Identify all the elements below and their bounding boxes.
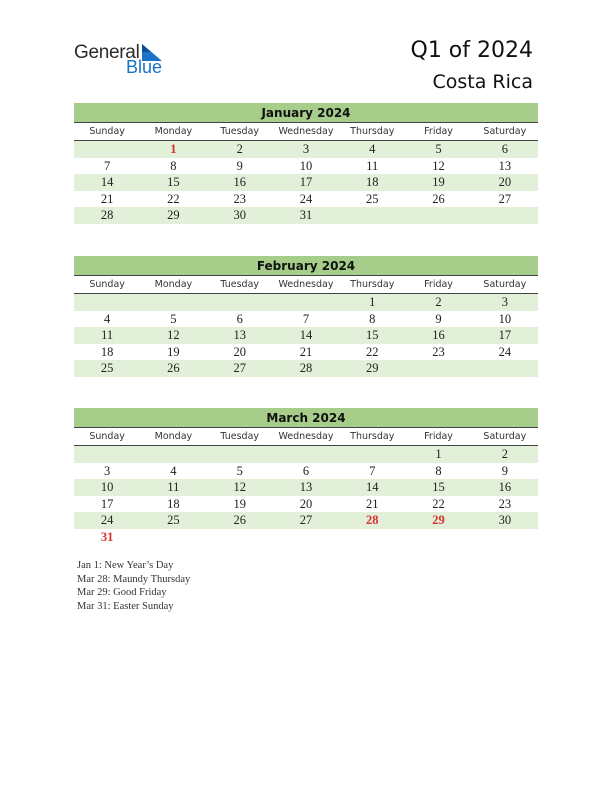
- day-cell: 19: [167, 344, 180, 359]
- day-cell: 21: [100, 191, 114, 206]
- week-row: [74, 294, 538, 311]
- day-cell: 9: [435, 311, 442, 326]
- day-cell: [339, 446, 405, 463]
- day-cell: 13: [299, 480, 313, 494]
- day-cell: [273, 529, 339, 546]
- day-cell: 3: [104, 463, 111, 478]
- day-cell: 5: [170, 311, 177, 326]
- day-cell: 23: [233, 191, 246, 206]
- day-cell: 21: [299, 344, 313, 359]
- weekday-label: Monday: [154, 279, 193, 290]
- weekday-header-row: [74, 276, 538, 294]
- day-cell: 12: [432, 158, 445, 173]
- holiday-note: Jan 1: New Year’s Day: [77, 560, 174, 571]
- week-row: [74, 158, 538, 175]
- day-cell: 25: [366, 191, 379, 206]
- weekday-label: Wednesday: [278, 279, 334, 290]
- weekday-label: Wednesday: [278, 431, 334, 442]
- day-cell: 19: [233, 496, 246, 511]
- weekday-label: Sunday: [89, 126, 125, 137]
- day-cell: [472, 360, 538, 377]
- day-cell: 15: [167, 175, 180, 189]
- day-cell: 17: [498, 328, 512, 342]
- day-cell: 7: [302, 311, 310, 326]
- day-cell: 2: [435, 295, 442, 309]
- day-cell: [140, 529, 206, 546]
- day-cell: 24: [498, 344, 512, 359]
- day-cell: [339, 529, 405, 546]
- day-cell: 15: [366, 328, 379, 342]
- day-cell: 20: [233, 344, 246, 359]
- week-row: [74, 512, 538, 529]
- day-cell: 5: [236, 463, 243, 478]
- day-cell: 22: [167, 191, 180, 206]
- week-row: [74, 344, 538, 361]
- day-cell: [405, 360, 471, 377]
- day-cell: 28: [100, 208, 114, 222]
- weekday-label: Thursday: [350, 431, 395, 442]
- day-cell: [472, 207, 538, 224]
- month-title: February 2024: [74, 256, 538, 276]
- day-cell: [273, 446, 339, 463]
- brand-logo-blue: Blue: [126, 57, 163, 77]
- day-cell: 31: [299, 208, 313, 222]
- day-cell: 27: [299, 513, 313, 527]
- day-cell: 26: [167, 361, 180, 375]
- day-cell: 23: [498, 496, 512, 511]
- weekday-label: Sunday: [89, 279, 125, 290]
- weekday-label: Saturday: [483, 279, 527, 290]
- day-cell: 11: [366, 158, 379, 173]
- day-cell: 17: [299, 175, 313, 189]
- day-cell: 9: [501, 463, 508, 478]
- day-cell: 30: [233, 208, 246, 222]
- day-cell: 16: [432, 328, 445, 342]
- holiday-notes: [77, 559, 190, 614]
- week-row: [74, 463, 538, 480]
- holiday-day-cell: 28: [366, 513, 379, 527]
- week-row: [74, 446, 538, 463]
- holiday-note: Mar 29: Good Friday: [77, 587, 167, 599]
- weekday-label: Monday: [154, 431, 193, 442]
- day-cell: [472, 529, 538, 546]
- weekday-label: Thursday: [350, 126, 395, 137]
- day-cell: 2: [501, 447, 508, 461]
- day-cell: 12: [167, 328, 180, 342]
- week-row: [74, 311, 538, 328]
- day-cell: 13: [233, 328, 246, 342]
- week-row: [74, 327, 538, 344]
- weekday-label: Friday: [424, 431, 453, 442]
- day-cell: [140, 294, 206, 311]
- week-row: [74, 479, 538, 496]
- day-cell: 27: [498, 191, 512, 206]
- day-cell: 25: [167, 513, 180, 527]
- day-cell: [74, 446, 140, 463]
- day-cell: [207, 446, 273, 463]
- day-cell: 26: [432, 191, 445, 206]
- day-cell: 2: [236, 142, 243, 156]
- day-cell: 24: [100, 513, 114, 527]
- day-cell: [207, 529, 273, 546]
- day-cell: 16: [498, 480, 512, 494]
- day-cell: 19: [432, 175, 445, 189]
- day-cell: 15: [432, 480, 445, 494]
- day-cell: 4: [170, 463, 177, 478]
- weekday-label: Friday: [424, 126, 453, 137]
- day-cell: 18: [100, 344, 114, 359]
- day-cell: [207, 294, 273, 311]
- week-row: [74, 529, 538, 546]
- holiday-day-cell: 1: [170, 142, 177, 156]
- day-cell: [140, 446, 206, 463]
- day-cell: 29: [167, 208, 180, 222]
- weekday-label: Saturday: [483, 431, 527, 442]
- day-cell: 11: [167, 480, 180, 494]
- day-cell: [405, 529, 471, 546]
- brand-logo: [74, 42, 174, 78]
- day-cell: 11: [101, 328, 114, 342]
- day-cell: 10: [498, 311, 512, 326]
- country-name: Costa Rica: [432, 71, 533, 93]
- day-cell: [405, 207, 471, 224]
- day-cell: [74, 141, 140, 158]
- month-title: January 2024: [74, 103, 538, 123]
- day-cell: 9: [236, 158, 243, 173]
- day-cell: 30: [498, 513, 512, 527]
- day-cell: 20: [299, 496, 313, 511]
- day-cell: 25: [100, 361, 114, 375]
- weekday-label: Tuesday: [220, 126, 260, 137]
- day-cell: 18: [167, 496, 180, 511]
- holiday-note: Mar 31: Easter Sunday: [77, 601, 174, 613]
- day-cell: 29: [366, 361, 379, 375]
- weekday-label: Saturday: [483, 126, 527, 137]
- day-cell: 14: [299, 328, 313, 342]
- day-cell: 26: [233, 513, 246, 527]
- day-cell: 4: [369, 142, 376, 156]
- weekday-header-row: [74, 123, 538, 141]
- month-calendar: [74, 103, 538, 224]
- week-row: [74, 191, 538, 208]
- holiday-day-cell: 29: [432, 513, 445, 527]
- day-cell: 8: [369, 311, 376, 326]
- week-row: [74, 496, 538, 513]
- weekday-label: Sunday: [89, 431, 125, 442]
- day-cell: 1: [369, 295, 376, 309]
- weekday-label: Thursday: [350, 279, 395, 290]
- day-cell: 23: [432, 344, 445, 359]
- day-cell: 10: [100, 480, 114, 494]
- day-cell: 13: [498, 158, 512, 173]
- day-cell: 28: [299, 361, 313, 375]
- week-row: [74, 141, 538, 158]
- weekday-label: Monday: [154, 126, 193, 137]
- day-cell: [339, 207, 405, 224]
- month-calendar: [74, 408, 538, 545]
- day-cell: 7: [369, 463, 376, 478]
- day-cell: 14: [366, 480, 379, 494]
- weekday-header-row: [74, 428, 538, 446]
- day-cell: 7: [104, 158, 111, 173]
- day-cell: 6: [236, 311, 243, 326]
- week-row: [74, 360, 538, 377]
- day-cell: 12: [233, 480, 246, 494]
- day-cell: 16: [233, 175, 246, 189]
- weekday-label: Wednesday: [278, 126, 334, 137]
- page-title: Q1 of 2024: [410, 38, 533, 63]
- day-cell: 22: [432, 496, 445, 511]
- week-row: [74, 207, 538, 224]
- day-cell: 8: [435, 463, 442, 478]
- day-cell: 6: [302, 463, 310, 478]
- weekday-label: Tuesday: [220, 431, 260, 442]
- day-cell: 20: [498, 175, 512, 189]
- day-cell: 17: [100, 496, 114, 511]
- day-cell: 22: [366, 344, 379, 359]
- weekday-label: Friday: [424, 279, 453, 290]
- week-row: [74, 174, 538, 191]
- day-cell: [273, 294, 339, 311]
- day-cell: 27: [233, 361, 246, 375]
- day-cell: 6: [501, 142, 508, 156]
- holiday-note: Mar 28: Maundy Thursday: [77, 573, 191, 585]
- month-title: March 2024: [74, 408, 538, 428]
- day-cell: 1: [435, 447, 442, 461]
- weekday-label: Tuesday: [220, 279, 260, 290]
- day-cell: 14: [100, 175, 114, 189]
- day-cell: 5: [435, 142, 442, 156]
- brand-logo-general: General: [74, 42, 140, 63]
- day-cell: 3: [501, 295, 508, 309]
- day-cell: 18: [366, 175, 379, 189]
- day-cell: 21: [366, 496, 379, 511]
- day-cell: 8: [170, 158, 177, 173]
- day-cell: [74, 294, 140, 311]
- day-cell: 10: [299, 158, 313, 173]
- day-cell: 3: [302, 142, 310, 156]
- day-cell: 4: [104, 311, 111, 326]
- day-cell: 24: [299, 191, 313, 206]
- month-calendar: [74, 256, 538, 377]
- holiday-day-cell: 31: [100, 529, 114, 544]
